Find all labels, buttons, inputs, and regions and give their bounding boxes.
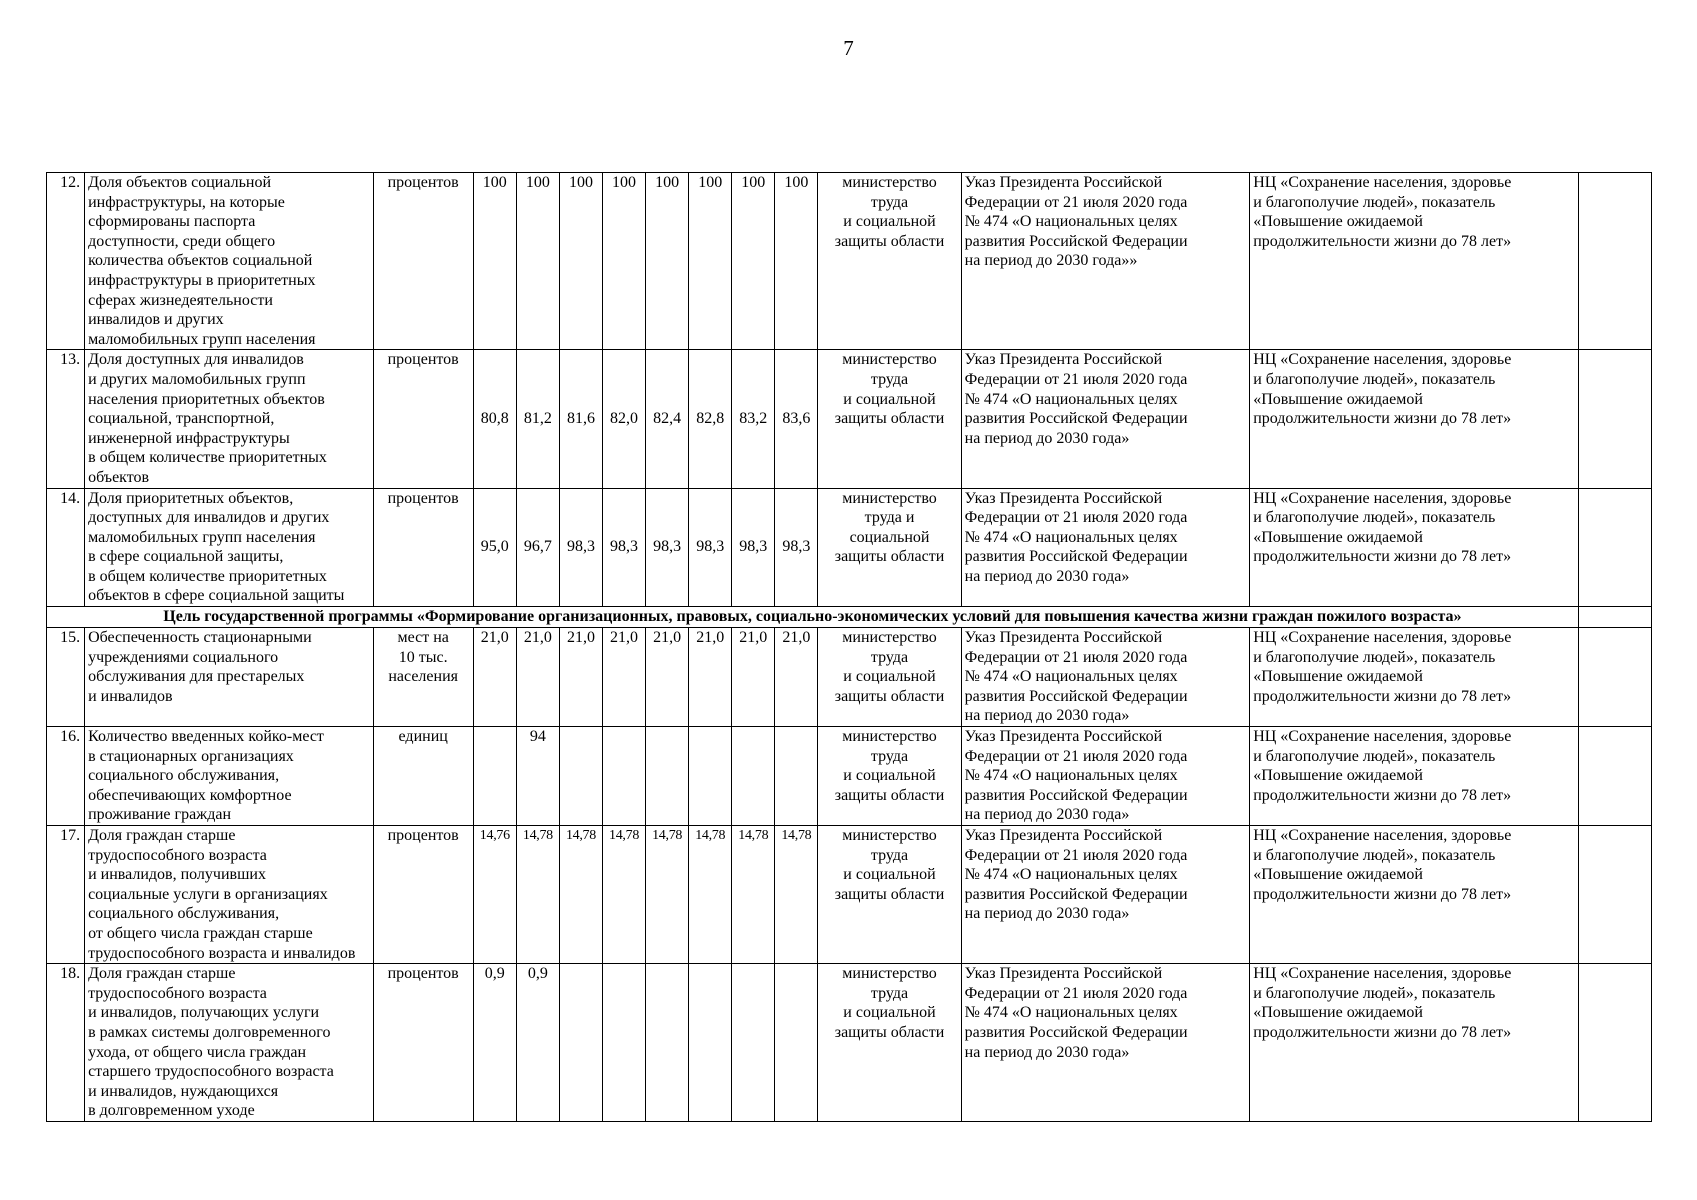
year-value-6: 14,78 [689,826,732,964]
year-value-1: 95,0 [473,488,516,607]
year-value-6 [689,727,732,826]
extra-cell [1578,173,1651,350]
unit-cell: процентов [373,488,473,607]
year-value-8: 100 [775,173,818,350]
legal-basis: Указ Президента Российской Федерации от 21 июля 2020 года № 474 «О национальных целях развития Российской Федерации на период до 2030 года» [961,826,1250,964]
year-value-5: 98,3 [646,488,689,607]
legal-basis: Указ Президента Российской Федерации от 21 июля 2020 года № 474 «О национальных целях развития Российской Федерации на период до 2030 года» [961,488,1250,607]
year-value-8: 14,78 [775,826,818,964]
unit-cell: процентов [373,173,473,350]
indicator-name: Доля доступных для инвалидов и других маломобильных групп населения приоритетных объектов социальной, транспортной, инженерной инфраструктуры в общем количестве приоритетных объектов [85,350,374,488]
national-goal-link: НЦ «Сохранение населения, здоровье и благополучие людей», показатель «Повышение ожидаемой продолжительности жизни до 78 лет» [1250,826,1579,964]
page-number: 7 [843,36,854,60]
year-value-5 [646,727,689,826]
year-value-3: 98,3 [559,488,602,607]
year-value-2: 14,78 [516,826,559,964]
year-value-4: 14,78 [603,826,646,964]
year-value-4 [603,964,646,1122]
legal-basis: Указ Президента Российской Федерации от 21 июля 2020 года № 474 «О национальных целях развития Российской Федерации на период до 2030 года» [961,964,1250,1122]
extra-cell [1578,350,1651,488]
year-value-3: 21,0 [559,628,602,727]
national-goal-link: НЦ «Сохранение населения, здоровье и благополучие людей», показатель «Повышение ожидаемой продолжительности жизни до 78 лет» [1250,628,1579,727]
unit-cell: процентов [373,826,473,964]
section-header: Цель государственной программы «Формирование организационных, правовых, социально-экономических условий для повышения качества жизни граждан пожилого возраста» [47,607,1579,628]
legal-basis: Указ Президента Российской Федерации от 21 июля 2020 года № 474 «О национальных целях развития Российской Федерации на период до 2030 года» [961,727,1250,826]
responsible-executor: министерство труда и социальной защиты области [818,488,961,607]
indicators-table [46,172,1652,1122]
year-value-3 [559,727,602,826]
section-header-row [47,607,1652,628]
year-value-3 [559,964,602,1122]
year-value-6: 21,0 [689,628,732,727]
year-value-7 [732,727,775,826]
year-value-6: 82,8 [689,350,732,488]
extra-cell [1578,628,1651,727]
year-value-2: 0,9 [516,964,559,1122]
indicator-name: Обеспеченность стационарными учреждениями социального обслуживания для престарелых и инвалидов [85,628,374,727]
extra-cell [1578,964,1651,1122]
year-value-8 [775,964,818,1122]
row-number: 13. [47,350,85,488]
year-value-5 [646,964,689,1122]
table-row [47,826,1652,964]
year-value-1: 21,0 [473,628,516,727]
year-value-1 [473,727,516,826]
national-goal-link: НЦ «Сохранение населения, здоровье и благополучие людей», показатель «Повышение ожидаемой продолжительности жизни до 78 лет» [1250,350,1579,488]
year-value-7: 98,3 [732,488,775,607]
national-goal-link: НЦ «Сохранение населения, здоровье и благополучие людей», показатель «Повышение ожидаемой продолжительности жизни до 78 лет» [1250,488,1579,607]
year-value-6: 98,3 [689,488,732,607]
section-header-extra-cell [1578,607,1651,628]
table-row [47,350,1652,488]
indicator-name: Доля граждан старше трудоспособного возраста и инвалидов, получивших социальные услуги в организациях социального обслуживания, от общего числа граждан старше трудоспособного возраста и инвалидов [85,826,374,964]
year-value-2: 94 [516,727,559,826]
unit-cell: мест на 10 тыс. населения [373,628,473,727]
year-value-8 [775,727,818,826]
unit-cell: процентов [373,964,473,1122]
legal-basis: Указ Президента Российской Федерации от 21 июля 2020 года № 474 «О национальных целях развития Российской Федерации на период до 2030 года»» [961,173,1250,350]
year-value-2: 81,2 [516,350,559,488]
indicator-name: Доля приоритетных объектов, доступных для инвалидов и других маломобильных групп населения в сфере социальной защиты, в общем количестве приоритетных объектов в сфере социальной защиты [85,488,374,607]
year-value-1: 0,9 [473,964,516,1122]
unit-cell: процентов [373,350,473,488]
legal-basis: Указ Президента Российской Федерации от 21 июля 2020 года № 474 «О национальных целях развития Российской Федерации на период до 2030 года» [961,628,1250,727]
year-value-7: 100 [732,173,775,350]
year-value-6: 100 [689,173,732,350]
row-number: 18. [47,964,85,1122]
legal-basis: Указ Президента Российской Федерации от 21 июля 2020 года № 474 «О национальных целях развития Российской Федерации на период до 2030 года» [961,350,1250,488]
year-value-5: 100 [646,173,689,350]
year-value-8: 83,6 [775,350,818,488]
year-value-7 [732,964,775,1122]
year-value-3: 14,78 [559,826,602,964]
year-value-5: 82,4 [646,350,689,488]
indicator-name: Доля объектов социальной инфраструктуры, на которые сформированы паспорта доступности, среди общего количества объектов социальной инфраструктуры в приоритетных сферах жизнедеятельности инвалидов и других маломобильных групп населения [85,173,374,350]
year-value-4: 82,0 [603,350,646,488]
row-number: 17. [47,826,85,964]
responsible-executor: министерство труда и социальной защиты области [818,826,961,964]
table-row [47,173,1652,350]
year-value-5: 14,78 [646,826,689,964]
year-value-3: 81,6 [559,350,602,488]
year-value-4: 21,0 [603,628,646,727]
year-value-1: 14,76 [473,826,516,964]
indicator-name: Доля граждан старше трудоспособного возраста и инвалидов, получающих услуги в рамках системы долговременного ухода, от общего числа граждан старшего трудоспособного возраста и инвалидов, нуждающихся в долговременном уходе [85,964,374,1122]
year-value-2: 96,7 [516,488,559,607]
year-value-1: 100 [473,173,516,350]
year-value-8: 21,0 [775,628,818,727]
national-goal-link: НЦ «Сохранение населения, здоровье и благополучие людей», показатель «Повышение ожидаемой продолжительности жизни до 78 лет» [1250,727,1579,826]
year-value-2: 21,0 [516,628,559,727]
responsible-executor: министерство труда и социальной защиты области [818,964,961,1122]
responsible-executor: министерство труда и социальной защиты области [818,173,961,350]
year-value-6 [689,964,732,1122]
year-value-4: 98,3 [603,488,646,607]
year-value-1: 80,8 [473,350,516,488]
extra-cell [1578,488,1651,607]
indicator-name: Количество введенных койко-мест в стационарных организациях социального обслуживания, обеспечивающих комфортное проживание граждан [85,727,374,826]
year-value-7: 14,78 [732,826,775,964]
national-goal-link: НЦ «Сохранение населения, здоровье и благополучие людей», показатель «Повышение ожидаемой продолжительности жизни до 78 лет» [1250,964,1579,1122]
year-value-4 [603,727,646,826]
extra-cell [1578,727,1651,826]
year-value-2: 100 [516,173,559,350]
table-row [47,628,1652,727]
year-value-8: 98,3 [775,488,818,607]
national-goal-link: НЦ «Сохранение населения, здоровье и благополучие людей», показатель «Повышение ожидаемой продолжительности жизни до 78 лет» [1250,173,1579,350]
table-row [47,488,1652,607]
responsible-executor: министерство труда и социальной защиты области [818,628,961,727]
year-value-7: 83,2 [732,350,775,488]
year-value-4: 100 [603,173,646,350]
year-value-3: 100 [559,173,602,350]
table-row [47,964,1652,1122]
year-value-7: 21,0 [732,628,775,727]
row-number: 14. [47,488,85,607]
table-row [47,727,1652,826]
extra-cell [1578,826,1651,964]
responsible-executor: министерство труда и социальной защиты области [818,350,961,488]
responsible-executor: министерство труда и социальной защиты области [818,727,961,826]
row-number: 12. [47,173,85,350]
unit-cell: единиц [373,727,473,826]
row-number: 16. [47,727,85,826]
row-number: 15. [47,628,85,727]
year-value-5: 21,0 [646,628,689,727]
